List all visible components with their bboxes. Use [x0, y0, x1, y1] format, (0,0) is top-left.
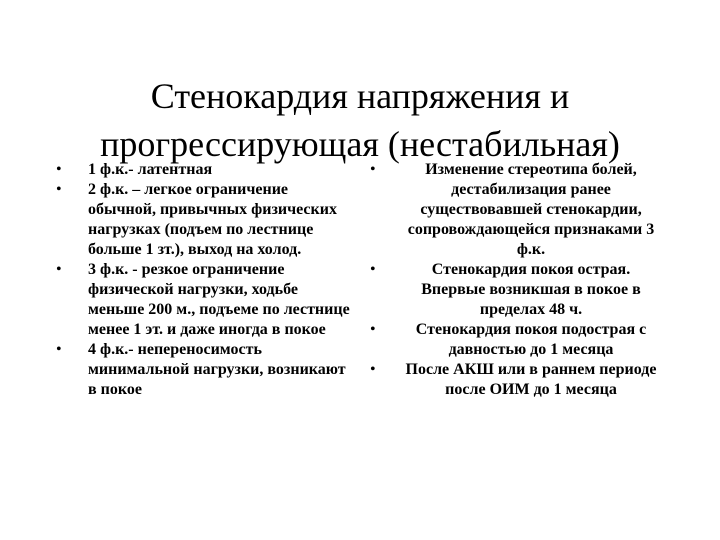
left-list-item-text: 2 ф.к. – легкое ограничение обычной, привычных физических нагрузках (подъем по лестнице больше 1 зт.), выход на холод.: [88, 181, 337, 258]
slide-title-line-1: Стенокардия напряжения и: [150, 76, 570, 117]
right-list-item-text: Стенокардия покоя подострая с давностью до 1 месяца: [415, 321, 647, 358]
bullet-icon: •: [370, 261, 376, 278]
right-list-item-text: Изменение стереотипа болей, дестабилизация ранее существовавшей стенокардии, сопровождающейся признаками 3 ф.к.: [407, 161, 655, 258]
bullet-icon: •: [56, 341, 62, 358]
bullet-icon: •: [56, 181, 62, 198]
right-list-item-1: [370, 160, 660, 260]
right-list-item-text: Стенокардия покоя острая. Впервые возникшая в покое в пределах 48 ч.: [421, 261, 641, 318]
left-list-item-3: [56, 260, 356, 340]
bullet-icon: •: [370, 161, 376, 178]
bullet-icon: •: [56, 261, 62, 278]
left-list-item-text: 3 ф.к. - резкое ограничение физической нагрузки, ходьбе меньше 200 м., подъеме по лестнице менее 1 эт. и даже иногда в покое: [88, 261, 350, 338]
bullet-icon: •: [370, 361, 376, 378]
slide-title: [36, 72, 684, 168]
slide-title-line-2: прогрессирующая (нестабильная): [100, 124, 620, 165]
right-bullet-list: [370, 160, 660, 400]
right-list-item-2: [370, 260, 660, 320]
left-bullet-list: [56, 160, 356, 400]
left-list-item-2: [56, 180, 356, 260]
left-list-item-text: 1 ф.к.- латентная: [88, 161, 213, 178]
right-list-item-3: [370, 320, 660, 360]
right-list-item-text: После АКШ или в раннем периоде после ОИМ до 1 месяца: [405, 361, 657, 398]
bullet-icon: •: [370, 321, 376, 338]
left-list-item-text: 4 ф.к.- непереносимость минимальной нагрузки, возникают в покое: [88, 341, 346, 398]
bullet-icon: •: [56, 161, 62, 178]
left-list-item-1: [56, 160, 356, 180]
left-list-item-4: [56, 340, 356, 400]
right-list-item-4: [370, 360, 660, 400]
